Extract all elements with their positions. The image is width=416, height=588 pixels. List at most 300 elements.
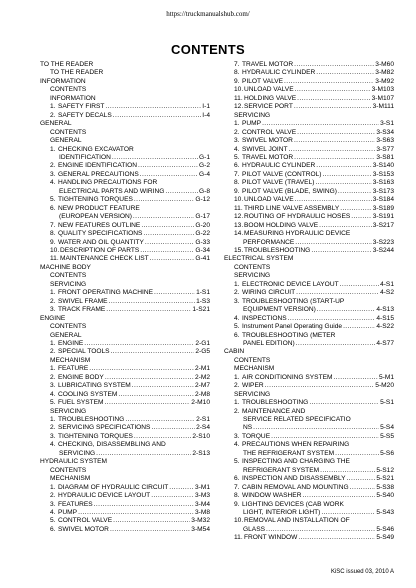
toc-entry-title: UNLOAD VALVE bbox=[244, 196, 294, 204]
toc-entry-number: 3. bbox=[234, 297, 240, 305]
toc-entry-title: CABIN REMOVAL AND MOUNTING bbox=[242, 483, 349, 491]
toc-entry-title: MECHANISM bbox=[50, 475, 91, 483]
toc-entry-number: 6. bbox=[234, 475, 240, 483]
toc-entry-title: INFORMATION bbox=[40, 77, 86, 85]
toc-page-number: 3-M107 bbox=[371, 94, 394, 102]
toc-entry[interactable] bbox=[40, 306, 210, 314]
toc-page-number: 3-S81 bbox=[376, 153, 394, 161]
toc-entry bbox=[224, 517, 394, 525]
toc-entry-number: 5. bbox=[234, 153, 240, 161]
toc-entry-number: 4. bbox=[234, 441, 240, 449]
toc-entry-number: 15. bbox=[234, 246, 244, 254]
dot-leader bbox=[141, 222, 194, 230]
toc-page-number: 5-S43 bbox=[376, 509, 394, 517]
toc-page-number: 5-S46 bbox=[376, 525, 394, 533]
toc-page-number: 5-S21 bbox=[376, 475, 394, 483]
dot-leader bbox=[110, 526, 190, 534]
toc-entry-title: CONTENTS bbox=[234, 263, 271, 271]
toc-page-number: 5-S4 bbox=[380, 424, 394, 432]
toc-page-number: 5-S12 bbox=[376, 466, 394, 474]
toc-entry bbox=[224, 408, 394, 416]
toc-page-number: 3-M82 bbox=[375, 69, 394, 77]
toc-entry-number: 2. bbox=[50, 111, 56, 119]
toc-entry-title: WIRING CIRCUIT bbox=[242, 289, 296, 297]
toc-entry-title: SWIVEL MOTOR bbox=[242, 137, 293, 145]
toc-entry[interactable] bbox=[40, 188, 210, 196]
toc-entry[interactable] bbox=[224, 424, 394, 432]
toc-entry-number: 2. bbox=[50, 162, 56, 170]
toc-section-heading bbox=[40, 78, 210, 86]
toc-entry[interactable] bbox=[224, 509, 394, 517]
dot-leader bbox=[140, 247, 194, 255]
toc-entry[interactable] bbox=[224, 69, 394, 77]
toc-entry[interactable] bbox=[224, 120, 394, 128]
toc-page-number: 2-S4 bbox=[196, 424, 210, 432]
toc-entry-title: SERVICING SPECIFICATIONS bbox=[58, 424, 151, 432]
toc-entry[interactable] bbox=[40, 484, 210, 492]
toc-entry-number: 6. bbox=[234, 331, 240, 339]
toc-entry[interactable] bbox=[40, 348, 210, 356]
toc-entry[interactable] bbox=[224, 340, 394, 348]
toc-entry[interactable] bbox=[224, 154, 394, 162]
dot-leader bbox=[105, 103, 201, 111]
dot-leader bbox=[316, 162, 371, 170]
dot-leader bbox=[319, 222, 372, 230]
toc-entry-title: SERVICING bbox=[50, 407, 87, 415]
toc-entry[interactable] bbox=[224, 475, 394, 483]
toc-page-number: 2-S10 bbox=[192, 432, 210, 440]
toc-entry-number: 7. bbox=[234, 61, 240, 68]
dot-leader bbox=[253, 424, 379, 432]
dot-leader bbox=[296, 340, 376, 348]
toc-entry-title: FRONT WINDOW bbox=[244, 534, 298, 542]
dot-leader bbox=[134, 196, 194, 204]
dot-leader bbox=[284, 78, 374, 86]
toc-entry[interactable] bbox=[40, 239, 210, 247]
toc-entry-title: PRECAUTIONS WHEN REPAIRING bbox=[242, 441, 350, 449]
toc-entry-title: MAINTENANCE CHECK LIST bbox=[60, 255, 149, 263]
toc-entry-title: DIAGRAM OF HYDRAULIC CIRCUIT bbox=[58, 483, 169, 491]
toc-entry-number: 1. bbox=[234, 373, 240, 381]
toc-page-number: 5-S5 bbox=[380, 432, 394, 440]
toc-entry[interactable] bbox=[40, 162, 210, 170]
toc-entry[interactable] bbox=[40, 255, 210, 263]
toc-entry-number: 4. bbox=[234, 145, 240, 153]
toc-entry[interactable] bbox=[40, 526, 210, 534]
dot-leader bbox=[109, 298, 195, 306]
toc-entry[interactable] bbox=[40, 492, 210, 500]
toc-page-number: 3-M4 bbox=[194, 500, 210, 508]
dot-leader bbox=[138, 162, 198, 170]
toc-page-number: 3-M32 bbox=[191, 517, 210, 525]
toc-subheading bbox=[224, 391, 394, 399]
dot-leader bbox=[347, 475, 376, 483]
toc-entry[interactable] bbox=[224, 323, 394, 331]
toc-entry-title: WINDOW WASHER bbox=[242, 492, 302, 500]
toc-entry[interactable] bbox=[224, 86, 394, 94]
toc-entry-title: SERVICE RELATED SPECIFICATIO bbox=[243, 416, 351, 424]
dot-leader bbox=[295, 86, 371, 94]
toc-page-number: 3-M3 bbox=[194, 492, 210, 500]
toc-entry-title: UNLOAD VALVE bbox=[244, 86, 294, 94]
dot-leader bbox=[294, 103, 372, 111]
toc-page-number: 3-S1 bbox=[380, 120, 394, 128]
toc-entry-number: 11. bbox=[234, 94, 243, 102]
dot-leader bbox=[265, 382, 375, 390]
dot-leader bbox=[334, 374, 378, 382]
toc-page-number: 4-S77 bbox=[376, 339, 394, 347]
toc-entry-number: 6. bbox=[50, 525, 56, 533]
toc-page-number: 2-M2 bbox=[194, 373, 210, 381]
toc-page-number: 5-S49 bbox=[376, 534, 394, 542]
toc-entry[interactable] bbox=[224, 399, 394, 407]
toc-entry[interactable] bbox=[40, 433, 210, 441]
toc-entry-title: LUBRICATING SYSTEM bbox=[58, 382, 131, 390]
toc-subheading bbox=[40, 272, 210, 280]
toc-entry-number: 8. bbox=[234, 179, 240, 187]
toc-entry-number: 14. bbox=[234, 230, 244, 238]
toc-page-number: 3-M60 bbox=[375, 61, 394, 68]
toc-entry-title: SERVICING bbox=[234, 390, 271, 398]
toc-entry-number: 9. bbox=[50, 238, 56, 246]
toc-entry[interactable] bbox=[224, 188, 394, 196]
toc-page-number: 3-S244 bbox=[372, 246, 394, 254]
toc-entry[interactable] bbox=[40, 230, 210, 238]
toc-section-heading bbox=[40, 120, 210, 128]
toc-entry-number: 7. bbox=[234, 170, 240, 178]
toc-subheading bbox=[40, 332, 210, 340]
toc-entry-number: 2. bbox=[234, 289, 240, 297]
toc-page-number: 3-S217 bbox=[372, 221, 394, 229]
toc-entry-title: HOLDING VALVE bbox=[244, 94, 297, 102]
toc-page-number: 2-M8 bbox=[194, 390, 210, 398]
toc-entry[interactable] bbox=[40, 399, 210, 407]
toc-entry-title: TRAVEL MOTOR bbox=[242, 153, 294, 161]
toc-entry[interactable] bbox=[224, 239, 394, 247]
page-title: CONTENTS bbox=[171, 42, 245, 57]
toc-entry[interactable] bbox=[224, 162, 394, 170]
toc-entry-title: CONTENTS bbox=[234, 356, 271, 364]
toc-entry-title: CHECKING EXCAVATOR bbox=[58, 145, 134, 153]
toc-entry bbox=[40, 146, 210, 154]
toc-entry[interactable] bbox=[224, 450, 394, 458]
toc-entry-number: 2. bbox=[234, 382, 240, 390]
toc-page-number: 3-S63 bbox=[376, 137, 394, 145]
toc-page-number: 3-S140 bbox=[372, 162, 394, 170]
toc-entry[interactable] bbox=[224, 61, 394, 69]
footer-issue-note: KiSC issued 03, 2010 A bbox=[330, 569, 394, 575]
toc-entry-number: 3. bbox=[50, 306, 56, 314]
toc-entry-title: MACHINE BODY bbox=[40, 263, 91, 271]
toc-entry-title: SERVICE PORT bbox=[244, 103, 293, 111]
toc-entry[interactable] bbox=[40, 382, 210, 390]
toc-entry-title: ELECTRONIC DEVICE LAYOUT bbox=[242, 280, 339, 288]
toc-entry[interactable] bbox=[40, 112, 210, 120]
toc-entry[interactable] bbox=[40, 391, 210, 399]
toc-entry-title: INFORMATION bbox=[50, 94, 96, 102]
toc-entry bbox=[224, 298, 394, 306]
toc-page-number: 3-M54 bbox=[191, 525, 210, 533]
toc-entry-number: 5. bbox=[50, 196, 56, 204]
toc-entry-number: 8. bbox=[50, 230, 56, 238]
toc-entry-number: 2. bbox=[50, 348, 56, 356]
toc-entry-title: PERFORMANCE bbox=[243, 238, 295, 246]
toc-section-heading bbox=[224, 348, 394, 356]
toc-page-number: 3-M92 bbox=[375, 77, 394, 85]
toc-subheading bbox=[40, 69, 210, 77]
toc-entry[interactable] bbox=[224, 534, 394, 542]
toc-entry[interactable] bbox=[40, 247, 210, 255]
toc-entry-title: ENGINE BODY bbox=[58, 373, 104, 381]
toc-page-number: 4-S1 bbox=[380, 280, 394, 288]
toc-entry-number: 7. bbox=[234, 483, 240, 491]
toc-entry-title: PILOT VALVE bbox=[242, 77, 284, 85]
toc-section-heading bbox=[224, 255, 394, 263]
toc-subheading bbox=[40, 95, 210, 103]
toc-entry-title: FRONT OPERATING MACHINE bbox=[58, 289, 154, 297]
dot-leader bbox=[295, 196, 372, 204]
toc-entry-title: NEW FEATURES OUTLINE bbox=[58, 221, 141, 229]
toc-entry[interactable] bbox=[224, 78, 394, 86]
toc-page-number: 3-S189 bbox=[372, 204, 394, 212]
toc-entry-number: 12. bbox=[234, 103, 244, 111]
toc-entry-title: TRAVEL MOTOR bbox=[242, 61, 294, 68]
toc-entry-title: CHECKING, DISASSEMBLING AND bbox=[58, 441, 166, 449]
toc-entry[interactable] bbox=[40, 365, 210, 373]
toc-entry-title: REFRIGERANT SYSTEM bbox=[243, 466, 320, 474]
toc-entry-title: LIGHTING DEVICES (CAB WORK bbox=[242, 500, 344, 508]
toc-page-number: 2-S13 bbox=[192, 449, 210, 457]
toc-entry[interactable] bbox=[224, 213, 394, 221]
dot-leader bbox=[315, 179, 371, 187]
toc-entry-title: BOOM HOLDING VALVE bbox=[244, 221, 319, 229]
toc-entry[interactable] bbox=[224, 289, 394, 297]
toc-entry-number: 3. bbox=[50, 500, 56, 508]
dot-leader bbox=[294, 154, 375, 162]
toc-entry[interactable] bbox=[224, 306, 394, 314]
dot-leader bbox=[323, 171, 372, 179]
toc-entry[interactable] bbox=[224, 222, 394, 230]
toc-page-number: I-1 bbox=[202, 103, 210, 111]
toc-entry-title: ELECTRICAL SYSTEM bbox=[224, 255, 294, 263]
dot-leader bbox=[320, 467, 375, 475]
toc-entry[interactable] bbox=[40, 213, 210, 221]
toc-entry[interactable] bbox=[224, 484, 394, 492]
dot-leader bbox=[338, 188, 372, 196]
toc-entry-title: CONTENTS bbox=[50, 466, 87, 474]
toc-entry-number: 13. bbox=[234, 221, 244, 229]
dot-leader bbox=[134, 433, 192, 441]
toc-entry-title: TROUBLESHOOTING bbox=[244, 246, 311, 254]
dot-leader bbox=[295, 239, 371, 247]
dot-leader bbox=[94, 501, 194, 509]
toc-entry[interactable] bbox=[224, 129, 394, 137]
toc-entry-number: 4. bbox=[50, 441, 56, 449]
toc-entry-title: ROUTING OF HYDRAULIC HOSES bbox=[244, 213, 351, 221]
toc-entry[interactable] bbox=[224, 374, 394, 382]
toc-entry-number: 1. bbox=[50, 145, 56, 153]
toc-entry-title: EQUIPMENT VERSION) bbox=[243, 306, 316, 314]
toc-entry-title: WIPER bbox=[242, 382, 264, 390]
toc-subheading bbox=[40, 129, 210, 137]
header-url[interactable]: https://truckmanualshub.com/ bbox=[166, 10, 250, 18]
toc-entry[interactable] bbox=[40, 154, 210, 162]
toc-page-number: 5-S38 bbox=[376, 483, 394, 491]
toc-subheading bbox=[40, 408, 210, 416]
toc-entry[interactable] bbox=[224, 526, 394, 534]
toc-entry[interactable] bbox=[224, 433, 394, 441]
dot-leader bbox=[297, 95, 370, 103]
toc-right-column bbox=[224, 61, 394, 543]
toc-page-number: 5-S6 bbox=[380, 449, 394, 457]
toc-entry[interactable] bbox=[224, 247, 394, 255]
toc-entry-number: 2. bbox=[234, 407, 240, 415]
toc-entry[interactable] bbox=[40, 196, 210, 204]
dot-leader bbox=[311, 247, 371, 255]
dot-leader bbox=[294, 137, 375, 145]
toc-page-number: G-4 bbox=[199, 170, 210, 178]
dot-leader bbox=[298, 534, 375, 542]
dot-leader bbox=[335, 450, 379, 458]
toc-entry[interactable] bbox=[40, 450, 210, 458]
toc-entry[interactable] bbox=[224, 171, 394, 179]
toc-subheading bbox=[40, 86, 210, 94]
dot-leader bbox=[317, 306, 376, 314]
toc-entry-number: 10. bbox=[234, 86, 244, 94]
toc-page-number: 4-S22 bbox=[376, 323, 394, 331]
toc-entry-title: HANDLING PRECAUTIONS FOR bbox=[58, 179, 158, 187]
toc-entry[interactable] bbox=[224, 382, 394, 390]
toc-entry-number: 9. bbox=[234, 77, 240, 85]
toc-entry[interactable] bbox=[40, 103, 210, 111]
toc-page-number: 1-S21 bbox=[192, 306, 210, 314]
toc-entry-number: 5. bbox=[50, 517, 56, 525]
toc-entry-title: TRACK FRAME bbox=[58, 306, 106, 314]
toc-entry-title: GENERAL PRECAUTIONS bbox=[58, 170, 139, 178]
toc-entry-title: CONTENTS bbox=[50, 272, 87, 280]
toc-entry[interactable] bbox=[224, 205, 394, 213]
toc-page-number: 5-M20 bbox=[375, 382, 394, 390]
toc-entry-title: IDENTIFICATION bbox=[59, 153, 111, 161]
toc-entry-title: MECHANISM bbox=[50, 356, 91, 364]
toc-entry[interactable] bbox=[224, 95, 394, 103]
toc-entry-title: TO THE READER bbox=[50, 69, 104, 77]
dot-leader bbox=[321, 509, 375, 517]
dot-leader bbox=[350, 484, 376, 492]
toc-entry-number: 3. bbox=[234, 137, 240, 145]
dot-leader bbox=[351, 213, 371, 221]
toc-entry-title: Instrument Panel Operating Guide bbox=[242, 323, 343, 331]
toc-entry[interactable] bbox=[40, 171, 210, 179]
toc-entry[interactable] bbox=[40, 374, 210, 382]
dot-leader bbox=[169, 484, 194, 492]
toc-entry-title: MAINTENANCE AND bbox=[242, 407, 306, 415]
toc-page-number: G-8 bbox=[199, 187, 210, 195]
toc-entry-title: NEW PRODUCT FEATURE bbox=[58, 204, 140, 212]
toc-page-number: 2-M7 bbox=[194, 382, 210, 390]
dot-leader bbox=[78, 509, 194, 517]
toc-entry[interactable] bbox=[40, 517, 210, 525]
toc-entry-number: 7. bbox=[50, 221, 56, 229]
toc-entry[interactable] bbox=[224, 196, 394, 204]
toc-entry[interactable] bbox=[224, 467, 394, 475]
toc-entry[interactable] bbox=[40, 501, 210, 509]
dot-leader bbox=[140, 171, 198, 179]
toc-entry-title: CABIN bbox=[224, 348, 245, 356]
toc-entry-title: INSPECTIONS bbox=[242, 314, 287, 322]
toc-entry bbox=[224, 441, 394, 449]
toc-entry-number: 4. bbox=[50, 509, 56, 517]
dot-leader bbox=[340, 205, 371, 213]
dot-leader bbox=[262, 120, 379, 128]
toc-entry[interactable] bbox=[224, 146, 394, 154]
toc-page-number: 4-S2 bbox=[380, 289, 394, 297]
toc-entry[interactable] bbox=[224, 281, 394, 289]
toc-section-heading bbox=[40, 61, 210, 69]
toc-entry[interactable] bbox=[40, 509, 210, 517]
toc-entry-title: MEASURING HYDRAULIC DEVICE bbox=[244, 230, 351, 238]
toc-page-number: 1-S3 bbox=[196, 297, 210, 305]
toc-subheading bbox=[40, 475, 210, 483]
toc-page-number: G-2 bbox=[199, 162, 210, 170]
toc-page-number: 5-M1 bbox=[378, 373, 394, 381]
toc-page-number: G-41 bbox=[195, 255, 210, 263]
toc-entry bbox=[224, 230, 394, 238]
toc-entry-title: CONTENTS bbox=[50, 86, 87, 94]
dot-leader bbox=[343, 323, 375, 331]
toc-entry-number: 3. bbox=[50, 382, 56, 390]
toc-page-number: 3-S223 bbox=[372, 238, 394, 246]
toc-subheading bbox=[224, 272, 394, 280]
toc-entry-number: 2. bbox=[50, 424, 56, 432]
toc-entry-title: SWIVEL FRAME bbox=[58, 297, 108, 305]
dot-leader bbox=[154, 289, 195, 297]
toc-entry[interactable] bbox=[40, 222, 210, 230]
toc-entry-title: PUMP bbox=[242, 120, 262, 128]
toc-entry-title: HYDRAULIC SYSTEM bbox=[40, 458, 108, 466]
toc-entry-number: 2. bbox=[50, 492, 56, 500]
toc-entry[interactable] bbox=[40, 424, 210, 432]
toc-entry[interactable] bbox=[40, 340, 210, 348]
toc-page-number: 3-M8 bbox=[194, 509, 210, 517]
toc-entry[interactable] bbox=[40, 289, 210, 297]
toc-entry[interactable] bbox=[224, 103, 394, 111]
toc-entry[interactable] bbox=[40, 298, 210, 306]
toc-entry-title: TROUBLESHOOTING (METER bbox=[242, 331, 336, 339]
toc-entry bbox=[224, 501, 394, 509]
toc-entry-title: HYDRAULIC DEVICE LAYOUT bbox=[58, 492, 151, 500]
toc-entry-number: 2. bbox=[50, 297, 56, 305]
toc-entry[interactable] bbox=[40, 416, 210, 424]
toc-section-heading bbox=[40, 458, 210, 466]
dot-leader bbox=[288, 315, 376, 323]
toc-entry[interactable] bbox=[224, 179, 394, 187]
toc-entry-title: ELECTRICAL PARTS AND WIRING bbox=[59, 187, 165, 195]
toc-entry[interactable] bbox=[224, 315, 394, 323]
toc-entry[interactable] bbox=[224, 137, 394, 145]
toc-entry-number: 1. bbox=[234, 120, 240, 128]
toc-section-heading bbox=[40, 315, 210, 323]
toc-entry-number: 11. bbox=[50, 255, 59, 263]
toc-page-number: 3-S163 bbox=[372, 179, 394, 187]
toc-entry[interactable] bbox=[224, 492, 394, 500]
toc-entry-title: PILOT VALVE (BLADE, SWING) bbox=[242, 187, 337, 195]
toc-page-number: 3-S173 bbox=[372, 187, 394, 195]
dot-leader bbox=[112, 154, 198, 162]
toc-entry-title: INSPECTION AND DISASSEMBLY bbox=[242, 475, 346, 483]
toc-entry-title: COOLING SYSTEM bbox=[58, 390, 118, 398]
toc-entry-title: SERVICING bbox=[234, 111, 271, 119]
